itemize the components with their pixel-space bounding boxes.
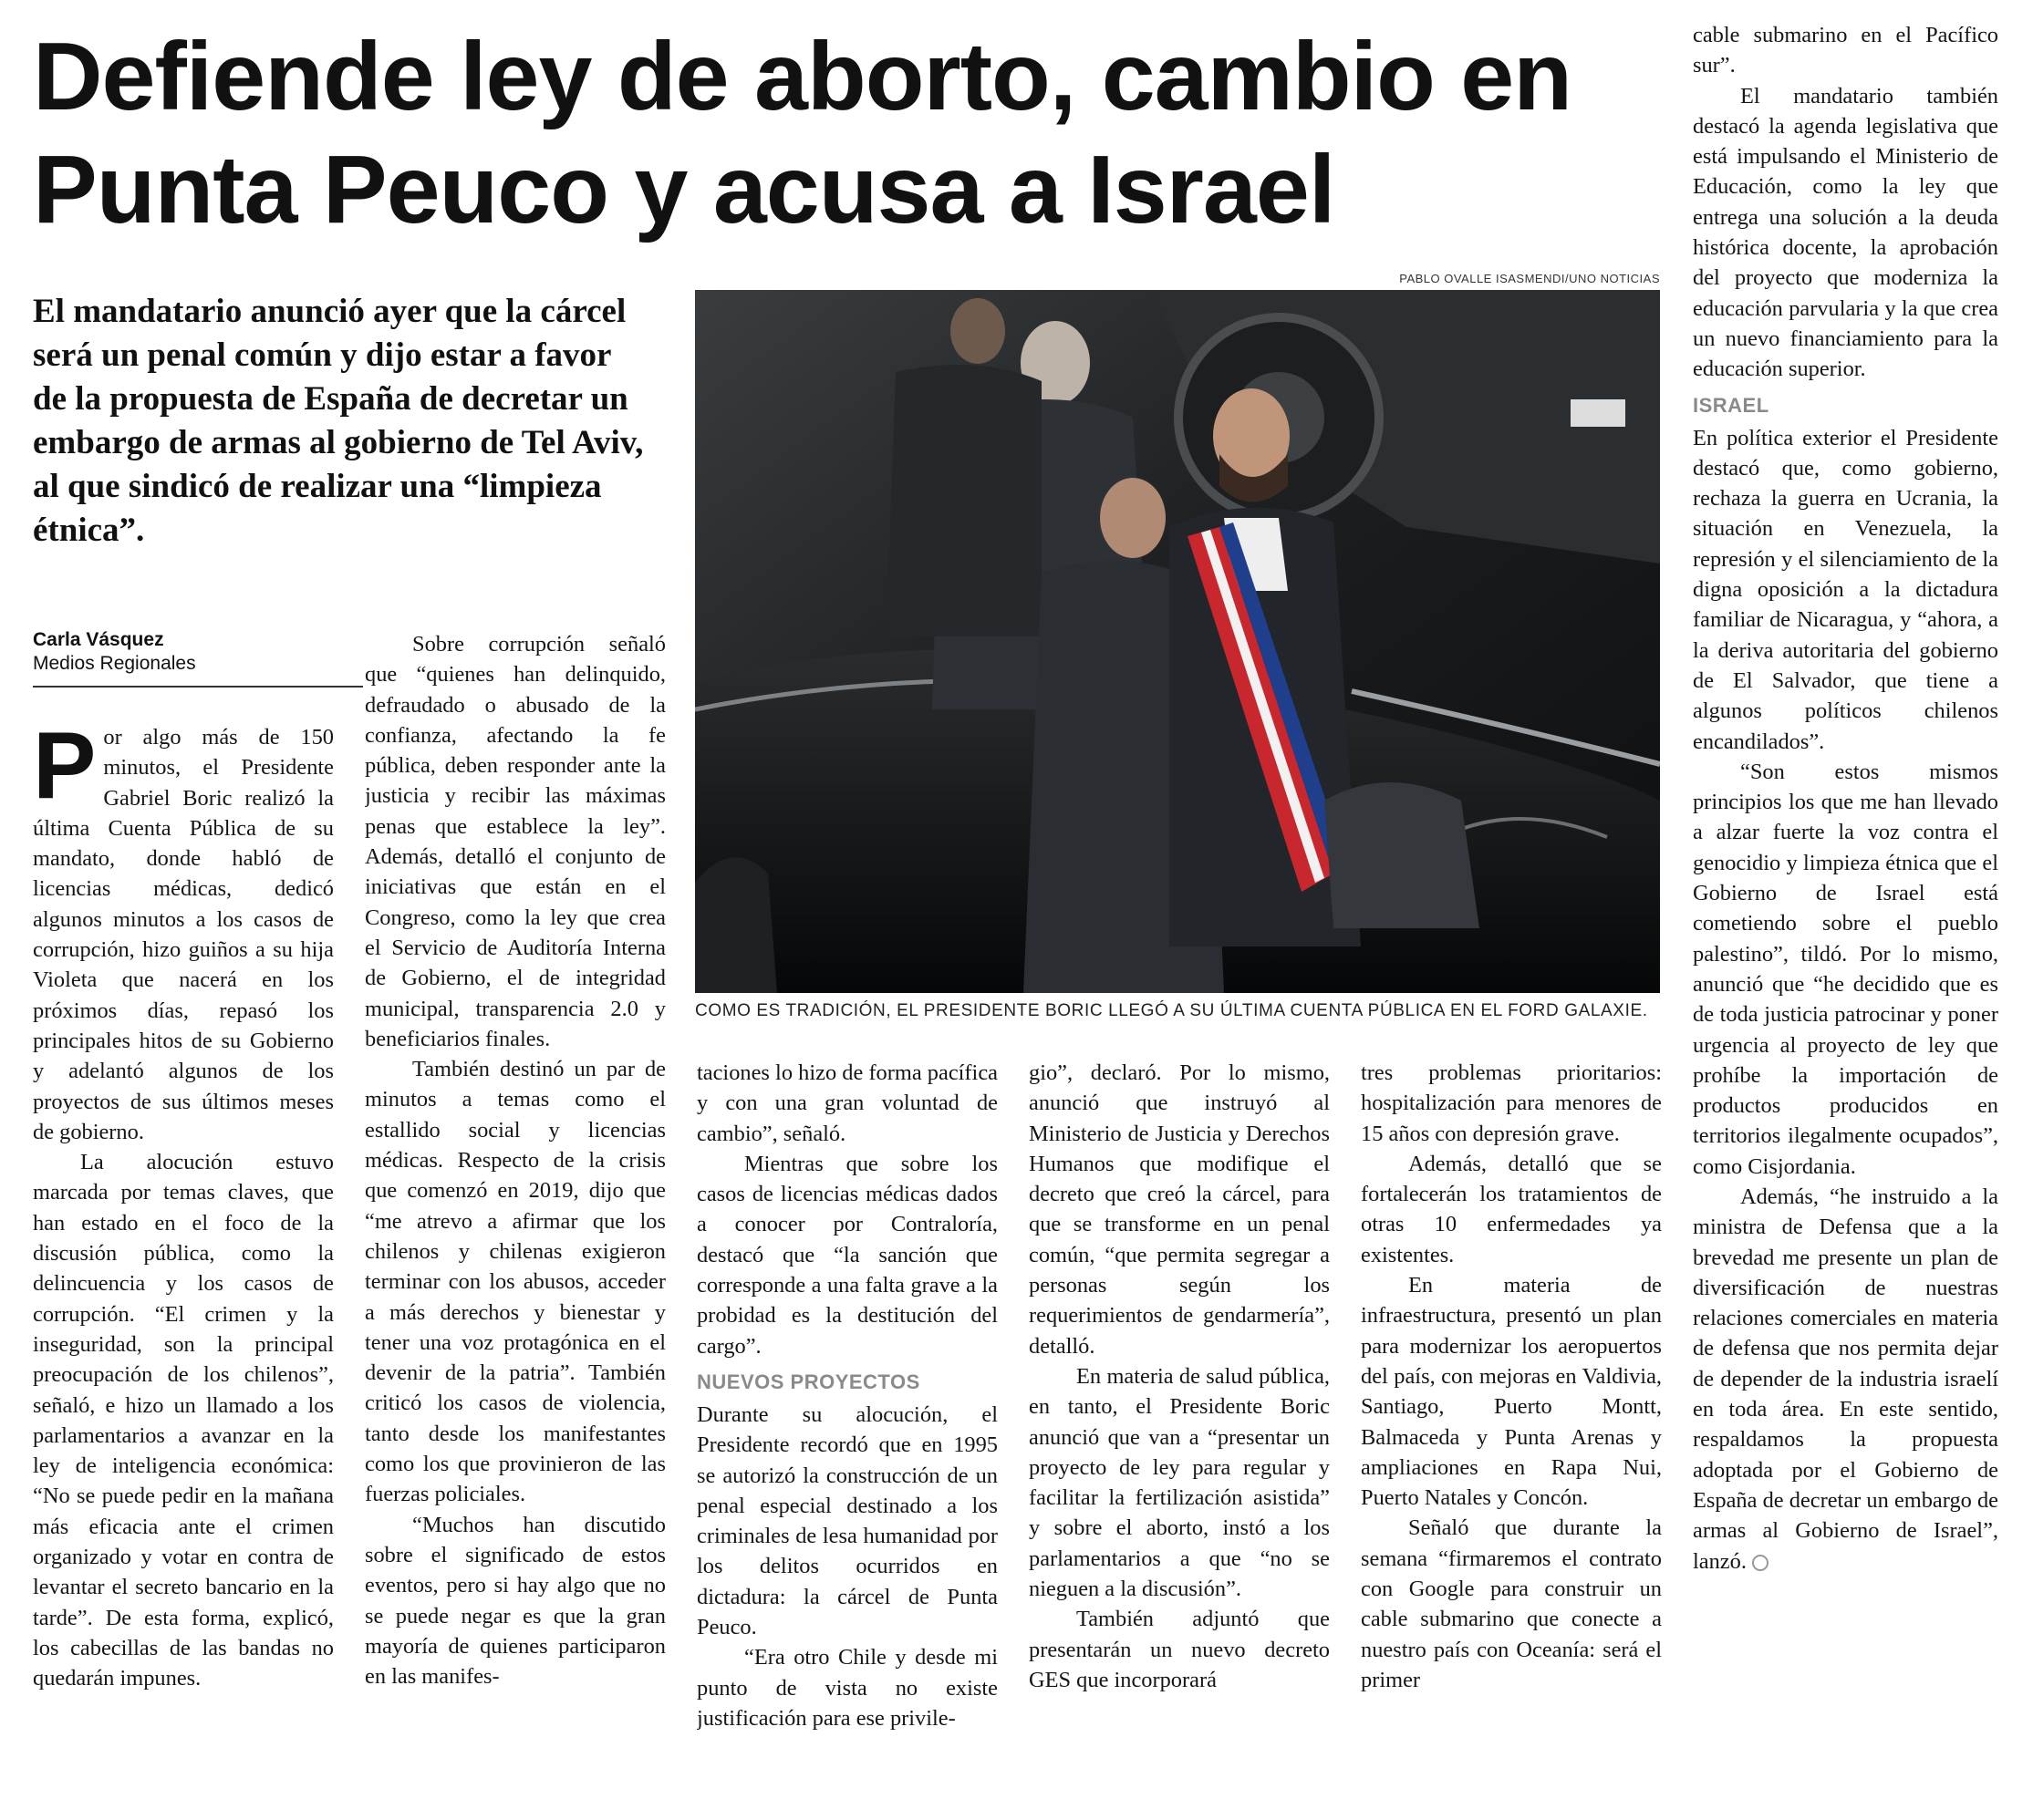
paragraph-text: Además, “he instruido a la ministra de Defensa que a la brevedad me presente un plan de diversificación de nuestras relaciones comerciales en materia de defensa que nos permita dejar de depender de la industria israelí en toda área. En este sentido, respaldamos la propuesta adoptada por el Gobierno de España de decretar un embargo de armas al Gobierno de Israel”, lanzó. [1693, 1184, 1998, 1574]
paragraph: cable submarino en el Pacífico sur”. [1693, 23, 1998, 78]
paragraph: La alocución estuvo marcada por temas claves, que han estado en el foco de la discusión pública, como la delincuencia y los casos de corrupción. “El crimen y la inseguridad, son la principal preocupación de los chilenos”, señaló, e hizo un llamado a los parlamentarios a avanzar en la ley de inteligencia económica: “No se puede pedir en la mañana más eficacia ante el crimen organizado y votar en contra de levantar el secreto bancario en la tarde”. De esta forma, explicó, los cabecillas de las bandas no quedarán impunes. [33, 1150, 334, 1691]
paragraph: El mandatario también destacó la agenda legislativa que está impulsando el Ministerio de Educación, como la ley que entrega una solución a la deuda histórica docente, la aprobación del proyecto que moderniza la educación parvularia y la que crea un nuevo financiamiento para la educación superior. [1693, 83, 1998, 382]
photo-credit: PABLO OVALLE ISASMENDI/UNO NOTICIAS [1399, 272, 1660, 285]
paragraph: En materia de infraestructura, presentó un plan para modernizar los aeropuertos del país, con mejoras en Valdivia, Santiago, Puerto Montt, Balmaceda y Punta Arenas y ampliaciones en Rapa Nui, Puerto Natales y Concón. [1361, 1273, 1662, 1511]
article-column-5 [1361, 1058, 1662, 1778]
paragraph: Señaló que durante la semana “firmaremos el contrato con Google para construir un cable submarino que conecte a nuestro país con Oceanía: será el primer [1361, 1515, 1662, 1692]
photo-illustration [695, 290, 1660, 993]
news-photo [695, 290, 1660, 993]
article-column-4 [1029, 1058, 1330, 1778]
article-column-6 [1693, 20, 1998, 1780]
photo-caption: COMO ES TRADICIÓN, EL PRESIDENTE BORIC LLEGÓ A SU ÚLTIMA CUENTA PÚBLICA EN EL FORD GALAXIE. [695, 1001, 1648, 1020]
paragraph: taciones lo hizo de forma pacífica y con una gran voluntad de cambio”, señaló. [697, 1060, 998, 1146]
article-column-1 [33, 722, 334, 1771]
paragraph: Además, detalló que se fortalecerán los tratamientos de otras 10 enfermedades ya existentes. [1361, 1151, 1662, 1267]
paragraph: Sobre corrupción señaló que “quienes han delinquido, defraudado o abusado de la confianza, afectando la fe pública, deben responder ante la justicia y recibir las máximas penas que establece la ley”. Además, detalló el conjunto de iniciativas que están en el Congreso, como la ley que crea el Servicio de Auditoría Interna de Gobierno, el de integridad municipal, transparencia 2.0 y beneficiarios finales. [365, 632, 666, 1051]
drop-cap: P [33, 722, 97, 819]
paragraph: Mientras que sobre los casos de licencias médicas dados a conocer por Contraloría, destacó que “la sanción que corresponde a una falta grave a la probidad es la destitución del cargo”. [697, 1151, 998, 1359]
paragraph: “Muchos han discutido sobre el significado de estos eventos, pero si hay algo que no se puede negar es que la gran mayoría de quienes participaron en las manifes- [365, 1512, 666, 1690]
paragraph: “Era otro Chile y desde mi punto de vista no existe justificación para ese privile- [697, 1645, 998, 1731]
section-subhead: NUEVOS PROYECTOS [697, 1370, 920, 1393]
headline: Defiende ley de aborto, cambio en Punta Peuco y acusa a Israel [33, 23, 1571, 243]
paragraph: En materia de salud pública, en tanto, el Presidente Boric anunció que van a “presentar un proyecto de ley para regular y facilitar la fertilización asistida” y sobre el aborto, instó a los parlamentarios a que “no se nieguen a la discusión”. [1029, 1363, 1330, 1602]
byline-divider [33, 686, 363, 688]
section-subhead: ISRAEL [1693, 393, 1769, 417]
article-column-2 [365, 629, 666, 1778]
author-name: Carla Vásquez [33, 629, 164, 650]
paragraph [1693, 1182, 1998, 1577]
paragraph: En política exterior el Presidente destacó que, como gobierno, rechaza la guerra en Ucrania, la situación en Venezuela, la represión y el silenciamiento de la digna oposición a la dictadura familiar de Nicaragua, y “ahora, a la deriva autoritaria del gobierno de El Salvador, que tiene a algunos políticos chilenos encandilados”. [1693, 425, 1998, 754]
paragraph: También adjuntó que presentarán un nuevo decreto GES que incorporará [1029, 1607, 1330, 1692]
lead-paragraph: El mandatario anunció ayer que la cárcel será un penal común y dijo estar a favor de la propuesta de España de decretar un embargo de armas al gobierno de Tel Aviv, al que sindicó de realizar una “limpieza étnica”. [33, 293, 644, 549]
end-of-article-icon [1752, 1555, 1769, 1571]
paragraph: También destinó un par de minutos a temas como el estallido social y licencias médicas. Respecto de la crisis que comenzó en 2019, dijo que “me atrevo a afirmar que los chilenos y chilenas exigieron terminar con los abusos, acceder a más derechos y bienestar y tener una voz protagónica en el devenir de la patria”. También criticó los casos de violencia, tanto desde los manifestantes como los que provinieron de las fuerzas policiales. [365, 1057, 666, 1507]
article-column-3 [697, 1058, 998, 1778]
author-outlet: Medios Regionales [33, 653, 196, 674]
paragraph: or algo más de 150 minutos, el Presidente Gabriel Boric realizó la última Cuenta Pública de su mandato, donde habló de licencias médicas, dedicó algunos minutos a los casos de corrupción, hizo guiños a su hija Violeta que nacerá en los próximos días, repasó los principales hitos de su Gobierno y adelantó algunos de los proyectos de sus últimos meses de gobierno. [33, 725, 334, 1144]
paragraph: gio”, declaró. Por lo mismo, anunció que instruyó al Ministerio de Justicia y Derechos Humanos que modifique el decreto que creó la cárcel, para que se transforme en un penal común, “que permita segregar a personas según los requerimientos de gendarmería”, detalló. [1029, 1060, 1330, 1359]
paragraph: tres problemas prioritarios: hospitalización para menores de 15 años con depresión grave. [1361, 1060, 1662, 1146]
paragraph: “Son estos mismos principios los que me han llevado a alzar fuerte la voz contra el genocidio y limpieza étnica que el Gobierno de Israel está cometiendo sobre el pueblo palestino”, tildó. Por lo mismo, anunció que “he decidido que es de toda justicia patrocinar y poner urgencia al proyecto de ley que prohíbe la importación de productos producidos en territorios ilegalmente ocupados”, como Cisjordania. [1693, 759, 1998, 1179]
paragraph: Durante su alocución, el Presidente recordó que en 1995 se autorizó la construcción de un penal especial destinado a los criminales de lesa humanidad por los delitos ocurridos en dictadura: la cárcel de Punta Peuco. [697, 1401, 998, 1640]
